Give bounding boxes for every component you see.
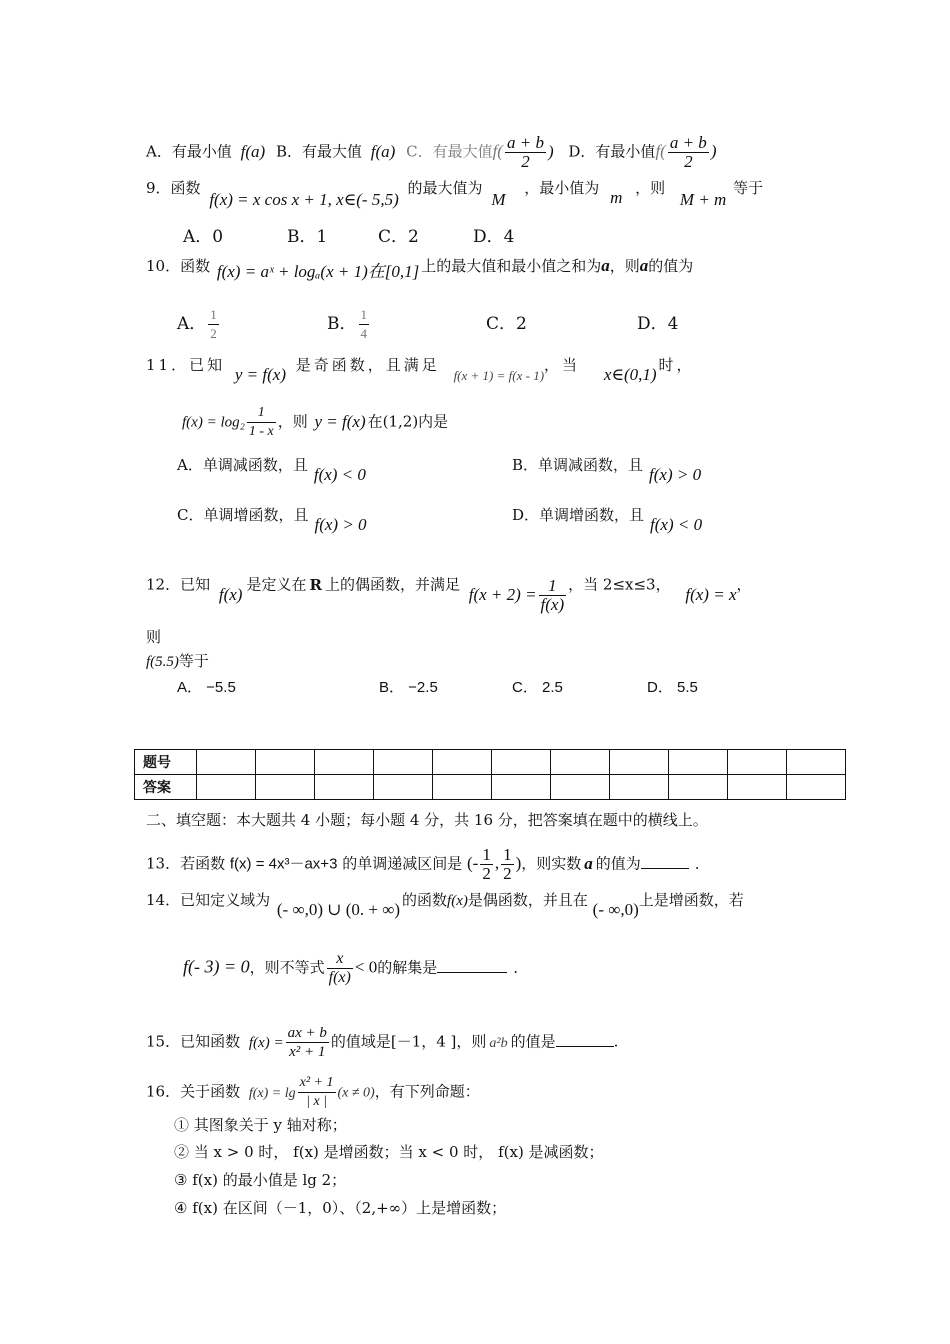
q15-end: . (613, 1032, 619, 1051)
q9-label: 9．函数 (146, 179, 201, 197)
q11-text4: ，则 (277, 412, 308, 431)
answer-cell (315, 750, 374, 775)
q12-line2: 则 (146, 628, 162, 646)
q11-option-d-expr: f(x) < 0 (650, 515, 703, 534)
q14-lt: < 0 (354, 957, 378, 977)
answer-table (134, 749, 846, 800)
answer-cell[interactable] (610, 775, 669, 800)
q16-item-3: ③ f(x) 的最小值是 lg 2； (174, 1171, 347, 1189)
q11-stem-line2 (182, 404, 448, 441)
q8-option-a-expr: f(a) (240, 141, 266, 161)
q14-text3: 上是增函数，若 (638, 891, 744, 909)
q15-answer-blank[interactable] (556, 1046, 614, 1047)
q8-option-c-den: 2 (521, 152, 530, 171)
q10-option-b-num: 1 (359, 306, 370, 325)
q10-option-a-den: 2 (210, 326, 217, 341)
q9-sum-expr: M + m (679, 190, 727, 209)
q15-frac-num: ax + b (287, 1025, 327, 1041)
answer-cell[interactable] (374, 775, 433, 800)
q11-option-a: A．单调减函数，且 (177, 456, 308, 474)
answer-cell[interactable] (787, 775, 846, 800)
answer-cell[interactable] (551, 775, 610, 800)
q9-text3: ，则 (635, 179, 666, 197)
q14-text2: 是偶函数，并且在 (467, 891, 588, 909)
q16-text1: ，有下列命题： (374, 1082, 480, 1101)
q10-expr: f(x) = aˣ + logₐ(x + 1)在[0,1] (216, 262, 420, 281)
answer-cell[interactable] (669, 775, 728, 800)
q10-option-a-num: 1 (208, 306, 219, 325)
q15-expr: f(x) = (248, 1034, 284, 1051)
q10-label: 10．函数 (146, 257, 211, 275)
q14-fraction (327, 950, 353, 987)
answer-cell[interactable] (433, 775, 492, 800)
q11-text5: 在(1,2)内是 (367, 412, 449, 431)
answer-cell[interactable] (492, 775, 551, 800)
q10-option-a-label: A． (177, 314, 207, 334)
q14-line2-text2: 的解集是 (377, 958, 438, 977)
q13-a-symbol: a (584, 853, 593, 873)
q10-a-symbol: a (601, 256, 610, 275)
q11-option-d: D．单调增函数，且 (512, 506, 645, 524)
answer-cell (492, 750, 551, 775)
q9-option-b: B．1 (287, 227, 328, 247)
q14-stem (146, 890, 744, 919)
q13-interval-pre: (- (467, 853, 479, 873)
q8-options (146, 134, 716, 171)
q16-expr: f(x) = lg (248, 1085, 296, 1101)
q11-option-d-row (512, 505, 703, 534)
q8-option-a: A．有最小值 (146, 142, 232, 161)
q15-frac-den: x² + 1 (289, 1044, 326, 1060)
q15-stem (146, 1024, 618, 1061)
q11-expr1: y = f(x) (234, 365, 286, 384)
q9-options (183, 227, 514, 247)
q13-frac-2-den: 2 (503, 864, 512, 883)
q11-expr4: f(x) = log₂ (182, 414, 245, 431)
q16-item-1: ① 其图象关于 y 轴对称； (174, 1116, 347, 1134)
q8-option-b: B．有最大值 (275, 142, 362, 161)
q11-expr5: y = f(x) (314, 411, 366, 431)
q12-expr3: f(x) = x (685, 584, 737, 604)
q9-text4: 等于 (733, 179, 764, 197)
q16-frac-den: | x | (306, 1094, 328, 1109)
q13-frac-2 (501, 846, 514, 883)
q8-option-d-den: 2 (684, 152, 693, 171)
q8-option-c-num: a + b (506, 133, 544, 152)
q11-text3: 时， (658, 356, 695, 374)
q12-frac-den: f(x) (540, 595, 565, 614)
q12-line3 (146, 651, 209, 672)
answer-cell (433, 750, 492, 775)
q8-option-d-num: a + b (669, 133, 707, 152)
q14-stem-line2 (183, 950, 518, 987)
q12-text1b: 上的偶函数，并满足 (324, 575, 460, 594)
q15-label: 15．已知函数 (146, 1032, 241, 1051)
q11-expr3: x∈(0,1) (603, 365, 657, 384)
q14-line2-expr: f(- 3) = 0 (183, 956, 250, 977)
q12-fraction (539, 577, 567, 614)
q13-expr: f(x) = 4x³－ax+3 (229, 855, 338, 873)
q8-option-c-expr-post: ) (547, 141, 554, 161)
q12-expr2: f(x + 2) = (468, 584, 537, 604)
q9-option-d: D．4 (473, 227, 515, 247)
answer-cell[interactable] (256, 775, 315, 800)
q12-expr1: f(x) (218, 584, 243, 604)
q13-comma: , (494, 853, 500, 873)
q15-text1: 的值域是[－1，4 ]，则 (330, 1032, 487, 1051)
q12-r-symbol: R (309, 575, 322, 594)
q16-item-2: ② 当 x > 0 时， f(x) 是增函数；当 x < 0 时， f(x) 是减函数； (174, 1143, 604, 1161)
q10-option-a (177, 306, 327, 343)
q13-frac-1 (480, 846, 493, 883)
q12-options (177, 678, 698, 698)
q8-option-d-expr-post: ) (710, 141, 717, 161)
q13-frac-1-den: 2 (482, 864, 491, 883)
q11-expr2: f(x + 1) = f(x - 1) (453, 368, 545, 383)
q11-frac-den: 1 - x (248, 424, 274, 439)
q11-option-b-expr: f(x) > 0 (649, 465, 702, 484)
q12-option-c: C． 2.5 (512, 679, 563, 696)
q16-frac-num: x² + 1 (298, 1074, 336, 1093)
q13-answer-blank[interactable] (641, 868, 689, 869)
q13-stem (146, 846, 700, 883)
answer-cell (197, 750, 256, 775)
q13-text1: 的单调递减区间是 (342, 854, 463, 873)
q16-fraction (298, 1074, 336, 1111)
q14-end: . (513, 958, 518, 977)
answer-cell[interactable] (197, 775, 256, 800)
q8-option-d (568, 143, 655, 161)
q9-expr: f(x) = x cos x + 1, x∈(- 5,5) (209, 190, 399, 209)
q11-option-c-expr: f(x) > 0 (314, 515, 367, 534)
q11-option-b: B．单调减函数，且 (512, 456, 644, 474)
q10-text3: 的值为 (648, 257, 694, 275)
q14-label: 14．已知定义域为 (146, 891, 271, 909)
q11-option-a-row (177, 455, 366, 484)
q12-stem (146, 567, 752, 614)
section-2-heading: 二、填空题：本大题共 4 小题；每小题 4 分，共 16 分，把答案填在题中的横线上。 (146, 811, 708, 829)
q12-option-a: A． −5.5 (177, 679, 236, 696)
q8-option-b-expr: f(a) (370, 141, 396, 161)
q16-label: 16．关于函数 (146, 1082, 241, 1101)
answer-cell (669, 750, 728, 775)
answer-cell[interactable] (728, 775, 787, 800)
q12-line3-expr: f(5.5) (146, 654, 179, 670)
q9-stem (146, 178, 764, 209)
q13-frac-2-num: 1 (503, 845, 512, 864)
q10-option-b-fraction (359, 306, 370, 343)
q10-option-c: C．2 (486, 314, 527, 334)
q10-stem (146, 256, 694, 281)
q11-fraction (247, 404, 276, 441)
q13-text2: ，则实数 (521, 854, 582, 873)
q8-option-c-fraction (505, 134, 546, 171)
answer-cell (551, 750, 610, 775)
q16-item-4: ④ f(x) 在区间（－1，0）、（2,+∞）上是增函数； (174, 1199, 507, 1217)
q12-option-b: B． −2.5 (379, 679, 438, 696)
q14-answer-blank[interactable] (437, 972, 507, 973)
q14-fx: f(x) (447, 893, 468, 909)
q14-expr1: (- ∞,0) ∪ (0. + ∞) (276, 900, 401, 919)
q14-text1: 的函数 (402, 891, 448, 909)
q9-option-c: C．2 (378, 227, 419, 247)
answer-cell (610, 750, 669, 775)
q16-expr-post: (x ≠ 0) (337, 1085, 375, 1101)
answer-cell (374, 750, 433, 775)
answer-table-row-answers (135, 775, 846, 800)
q11-stem (146, 355, 695, 384)
q9-text2: ，最小值为 (524, 179, 600, 197)
q11-text1: 是奇函数，且满足 (295, 356, 440, 374)
q12-text3: ， (736, 575, 752, 594)
q9-min-symbol: m (610, 188, 623, 207)
answer-cell (728, 750, 787, 775)
q10-option-d: D．4 (637, 314, 679, 334)
q10-text2: ，则 (609, 257, 640, 275)
q11-option-a-expr: f(x) < 0 (313, 465, 366, 484)
q14-expr2: (- ∞,0) (592, 900, 639, 919)
q14-line2-text: ，则不等式 (249, 958, 325, 977)
q16-stem (146, 1074, 480, 1111)
q9-text1: 的最大值为 (407, 179, 483, 197)
q12-text1a: 是定义在 (246, 575, 307, 594)
q11-label: 11．已知 (146, 356, 226, 374)
q15-expr2: a²b (489, 1035, 508, 1051)
q15-text2: 的值是 (510, 1032, 556, 1051)
q11-text2: ，当 (544, 356, 581, 374)
q8-option-c (406, 143, 492, 161)
q10-option-a-fraction (208, 306, 219, 343)
q10-a-symbol-2: a (639, 256, 649, 275)
q9-option-a: A．0 (183, 227, 224, 247)
q10-text: 上的最大值和最小值之和为 (421, 257, 602, 275)
q14-frac-den: f(x) (328, 969, 351, 986)
q12-frac-num: 1 (539, 577, 567, 596)
q8-option-d-expr-pre: f( (655, 141, 666, 161)
q13-interval-post: ) (515, 853, 522, 873)
q12-label: 12．已知 (146, 575, 211, 594)
q12-option-d: D． 5.5 (647, 679, 698, 696)
q13-label: 13．若函数 (146, 854, 226, 873)
q8-option-c-label: C．有最大值 (406, 142, 493, 161)
q8-option-c-expr-pre: f( (492, 141, 503, 161)
q10-option-b (327, 306, 486, 343)
q12-text2: ，当 2≤x≤3， (568, 575, 671, 594)
q14-frac-num: x (327, 950, 353, 969)
q8-option-d-label: D．有最小值 (568, 142, 656, 161)
q11-option-c: C．单调增函数，且 (177, 506, 309, 524)
q11-option-b-row (512, 455, 702, 484)
q11-frac-num: 1 (247, 404, 276, 423)
answer-cell[interactable] (315, 775, 374, 800)
answer-cell (787, 750, 846, 775)
answer-table-row-numbers (135, 750, 846, 775)
answer-table-header-answers: 答案 (135, 775, 197, 800)
answer-cell (256, 750, 315, 775)
q12-line3-text: 等于 (178, 652, 209, 670)
q15-fraction (286, 1024, 329, 1061)
q10-options (177, 306, 678, 343)
q13-end: . (694, 854, 700, 873)
q13-text3: 的值为 (595, 854, 641, 873)
q13-frac-1-num: 1 (482, 845, 491, 864)
q9-max-symbol: M (491, 190, 506, 209)
q10-option-b-label: B． (327, 314, 357, 334)
answer-table-header-numbers: 题号 (135, 750, 197, 775)
q11-option-c-row (177, 505, 367, 534)
q8-option-d-fraction (668, 134, 709, 171)
q10-option-b-den: 4 (360, 326, 367, 341)
